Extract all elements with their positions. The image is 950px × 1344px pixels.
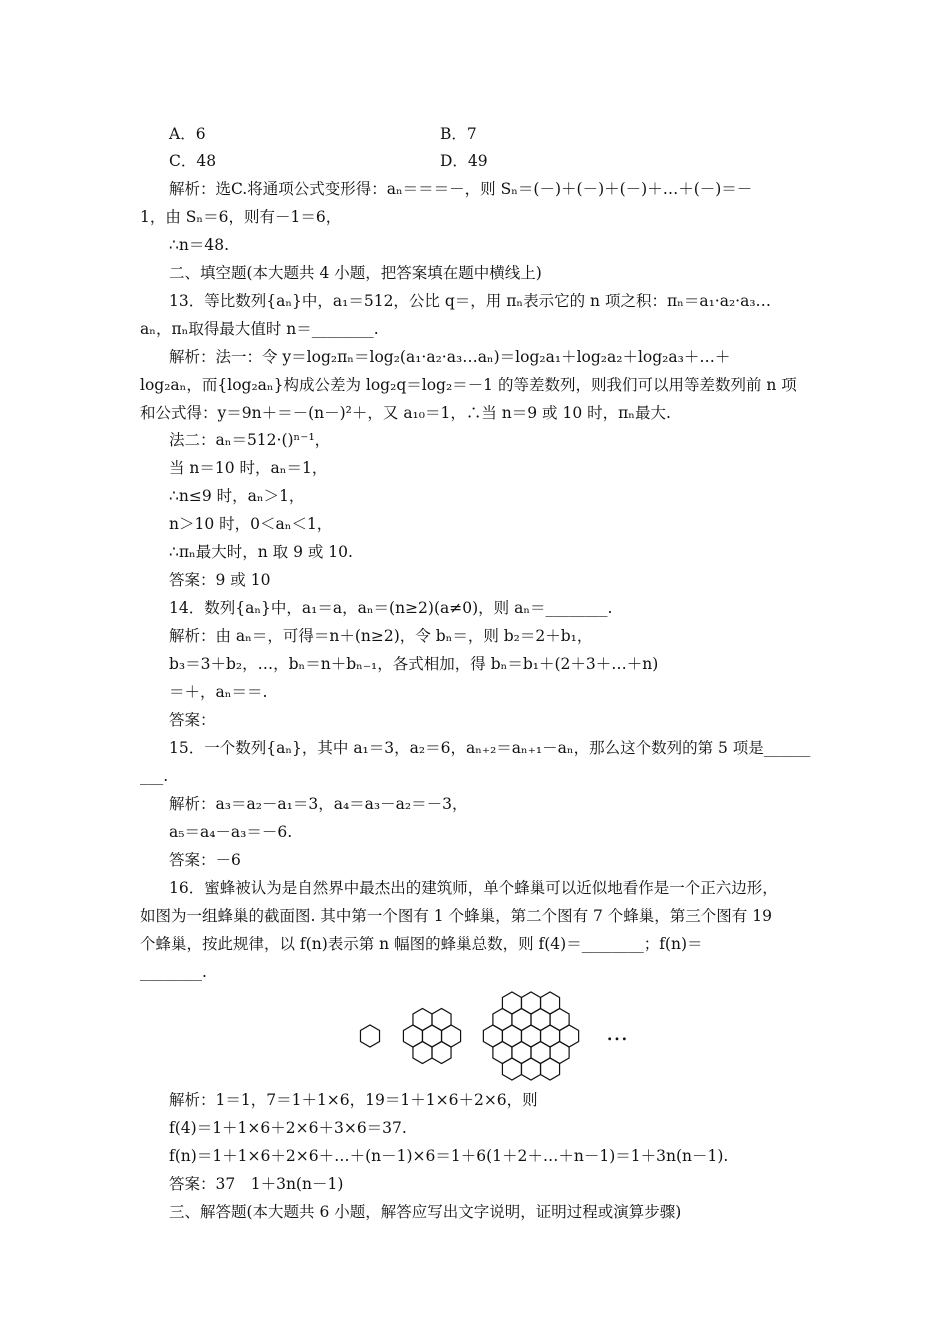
text-line: f(n)＝1＋1×6＋2×6＋…＋(n－1)×6＝1＋6(1＋2＋…＋n－1)＝1＋3n(n－1).: [169, 1147, 729, 1165]
text-line: aₙ，πₙ取得最大值时 n＝________.: [140, 320, 379, 338]
text-line: 1，由 Sₙ＝6，则有－1＝6，: [140, 208, 342, 226]
option-b: B．7: [440, 125, 477, 143]
question-15: 15．一个数列{aₙ}，其中 a₁＝3，a₂＝6，aₙ₊₂＝aₙ₊₁－aₙ，那么这个数列的第 5 项是______: [169, 739, 811, 757]
text-line: log₂aₙ，而{log₂aₙ}构成公差为 log₂q＝log₂＝－1 的等差数列，则我们可以用等差数列前 n 项: [140, 376, 797, 394]
text-line: 解析：选C.将通项公式变形得：aₙ＝＝＝－，则 Sₙ＝(－)＋(－)＋(－)＋…＋(－)＝－: [169, 180, 753, 198]
text-line: 和公式得：y＝9n＋＝－(n－)²＋，又 a₁₀＝1，∴当 n＝9 或 10 时，πₙ最大.: [140, 404, 671, 422]
question-13: 13．等比数列{aₙ}中，a₁＝512，公比 q＝，用 πₙ表示它的 n 项之积：πₙ＝a₁·a₂·a₃…: [169, 292, 772, 310]
text-line: ________.: [140, 963, 207, 981]
section-heading: 三、解答题(本大题共 6 小题，解答应写出文字说明，证明过程或演算步骤): [169, 1203, 682, 1221]
text-line: 法二：aₙ＝512·()ⁿ⁻¹，: [169, 431, 331, 449]
text-line: 当 n＝10 时，aₙ＝1，: [169, 459, 328, 477]
answer-line: 答案：: [169, 711, 216, 729]
text-line: 个蜂巢，按此规律，以 f(n)表示第 n 幅图的蜂巢总数，则 f(4)＝________；f(n)＝: [140, 935, 703, 953]
text-line: b₃＝3＋b₂，…，bₙ＝n＋bₙ₋₁，各式相加，得 bₙ＝b₁＋(2＋3＋…＋n): [169, 655, 659, 673]
text-line: a₅＝a₄－a₃＝－6.: [169, 823, 293, 841]
text-line: ___.: [140, 767, 169, 785]
text-line: ∴πₙ最大时，n 取 9 或 10.: [169, 543, 353, 561]
ellipsis-text: …: [606, 1021, 628, 1046]
text-line: ＝＋，aₙ＝＝.: [169, 683, 268, 701]
hexagon-cell: [442, 1025, 461, 1047]
option-c: C．48: [169, 152, 217, 170]
answer-line: 答案：－6: [169, 851, 241, 869]
text-line: 解析：a₃＝a₂－a₁＝3，a₄＝a₃－a₂＝－3，: [169, 795, 468, 813]
hexagon-cell: [560, 1025, 579, 1047]
text-line: ∴n＝48.: [169, 236, 229, 254]
text-line: 如图为一组蜂巢的截面图. 其中第一个图有 1 个蜂巢，第二个图有 7 个蜂巢，第三个图有 19: [140, 907, 772, 925]
hexagon-cell: [360, 1025, 379, 1047]
text-line: 解析：法一：令 y＝log₂πₙ＝log₂(a₁·a₂·a₃…aₙ)＝log₂a₁＋log₂a₂＋log₂a₃＋…＋: [169, 348, 731, 366]
text-line: 解析：1＝1，7＝1＋1×6，19＝1＋1×6＋2×6，则: [169, 1091, 538, 1109]
question-14: 14．数列{aₙ}中，a₁＝a，aₙ＝(n≥2)(a≠0)，则 aₙ＝________.: [169, 599, 613, 617]
answer-line: 答案：9 或 10: [169, 571, 271, 589]
section-heading: 二、填空题(本大题共 4 小题，把答案填在题中横线上): [169, 264, 542, 282]
answer-line: 答案：37 1＋3n(n－1): [169, 1175, 344, 1193]
question-16: 16．蜜蜂被认为是自然界中最杰出的建筑师，单个蜂巢可以近似地看作是一个正六边形，: [169, 879, 778, 897]
option-a: A．6: [169, 125, 206, 143]
option-d: D．49: [440, 152, 488, 170]
text-line: n＞10 时，0＜aₙ＜1，: [169, 515, 333, 533]
text-line: ∴n≤9 时，aₙ＞1，: [169, 487, 305, 505]
honeycomb-figure: [350, 980, 640, 1092]
text-line: 解析：由 aₙ＝，可得＝n＋(n≥2)，令 bₙ＝，则 b₂＝2＋b₁，: [169, 627, 593, 645]
text-line: f(4)＝1＋1×6＋2×6＋3×6＝37.: [169, 1119, 407, 1137]
